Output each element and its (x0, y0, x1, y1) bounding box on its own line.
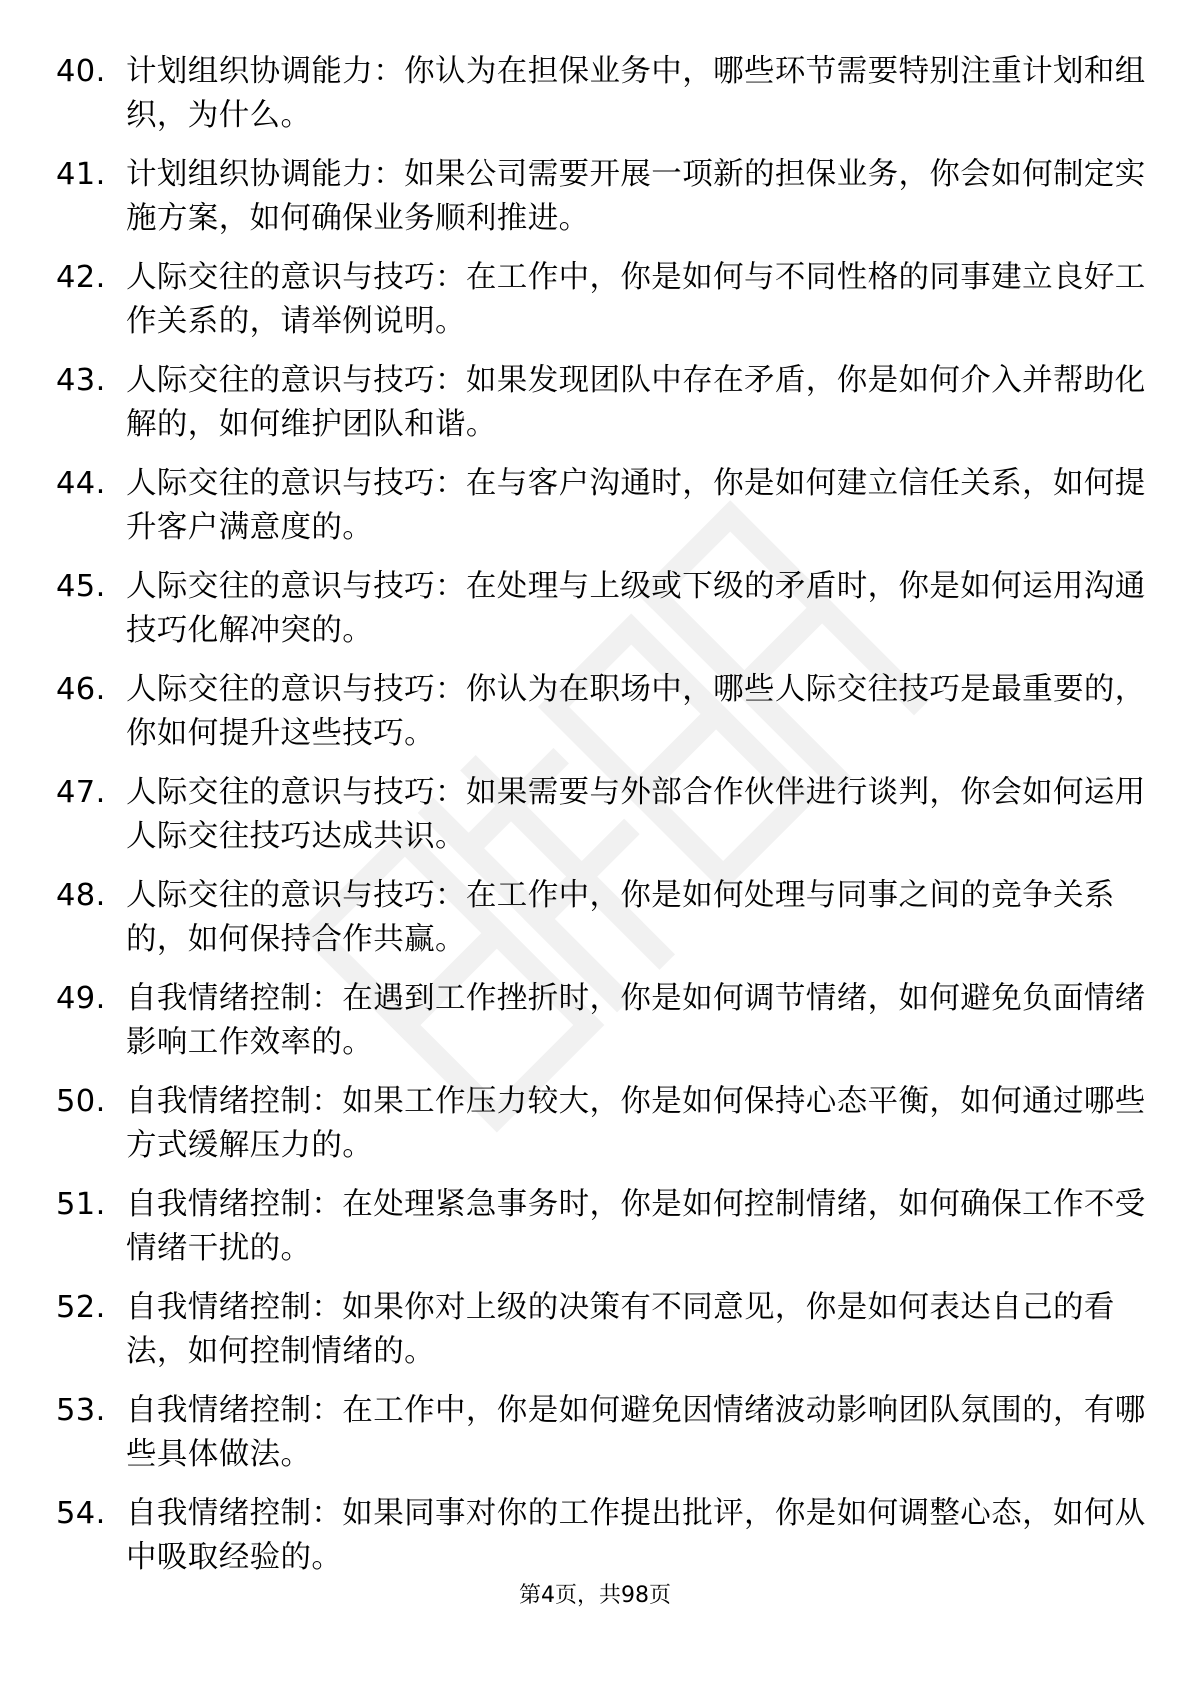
question-number: 47. (56, 775, 106, 810)
question-text: 自我情绪控制：如果你对上级的决策有不同意见，你是如何表达自己的看法，如何控制情绪的。 (126, 1290, 1115, 1369)
question-item (56, 1286, 1116, 1389)
question-number: 48. (56, 878, 106, 913)
question-text: 人际交往的意识与技巧：在工作中，你是如何处理与同事之间的竞争关系的，如何保持合作共赢。 (126, 878, 1115, 957)
question-number: 40. (56, 54, 106, 89)
question-item (56, 1080, 1146, 1183)
question-text: 人际交往的意识与技巧：在与客户沟通时，你是如何建立信任关系，如何提升客户满意度的。 (126, 466, 1146, 545)
question-item (56, 771, 1146, 874)
question-number: 42. (56, 260, 106, 295)
question-text: 人际交往的意识与技巧：你认为在职场中，哪些人际交往技巧是最重要的，你如何提升这些技巧。 (126, 672, 1146, 751)
question-text: 自我情绪控制：如果工作压力较大，你是如何保持心态平衡，如何通过哪些方式缓解压力的。 (126, 1084, 1146, 1163)
question-item (56, 874, 1116, 977)
question-text: 计划组织协调能力：你认为在担保业务中，哪些环节需要特别注重计划和组织，为什么。 (126, 54, 1146, 133)
question-item (56, 256, 1146, 359)
question-number: 54. (56, 1496, 106, 1531)
question-text: 自我情绪控制：在工作中，你是如何避免因情绪波动影响团队氛围的，有哪些具体做法。 (126, 1393, 1146, 1472)
question-number: 46. (56, 672, 106, 707)
question-text: 人际交往的意识与技巧：如果发现团队中存在矛盾，你是如何介入并帮助化解的，如何维护团队和谐。 (126, 363, 1146, 442)
question-number: 41. (56, 157, 106, 192)
question-text: 自我情绪控制：在处理紧急事务时，你是如何控制情绪，如何确保工作不受情绪干扰的。 (126, 1187, 1146, 1266)
question-number: 53. (56, 1393, 106, 1428)
question-item (56, 1389, 1146, 1492)
question-item (56, 1492, 1146, 1595)
question-text: 人际交往的意识与技巧：如果需要与外部合作伙伴进行谈判，你会如何运用人际交往技巧达成共识。 (126, 775, 1146, 854)
question-number: 51. (56, 1187, 106, 1222)
question-item (56, 565, 1146, 668)
question-text: 自我情绪控制：如果同事对你的工作提出批评，你是如何调整心态，如何从中吸取经验的。 (126, 1496, 1146, 1575)
question-item (56, 153, 1146, 256)
question-number: 44. (56, 466, 106, 501)
question-item (56, 668, 1146, 771)
question-number: 50. (56, 1084, 106, 1119)
question-number: 49. (56, 981, 106, 1016)
question-text: 自我情绪控制：在遇到工作挫折时，你是如何调节情绪，如何避免负面情绪影响工作效率的。 (126, 981, 1146, 1060)
question-number: 52. (56, 1290, 106, 1325)
question-text: 计划组织协调能力：如果公司需要开展一项新的担保业务，你会如何制定实施方案，如何确保业务顺利推进。 (126, 157, 1146, 236)
question-number: 45. (56, 569, 106, 604)
question-text: 人际交往的意识与技巧：在处理与上级或下级的矛盾时，你是如何运用沟通技巧化解冲突的。 (126, 569, 1146, 648)
page-footer: 第4页，共98页 (519, 1583, 671, 1608)
question-item (56, 50, 1146, 153)
question-item (56, 462, 1146, 565)
question-item (56, 1183, 1146, 1286)
question-item (56, 977, 1146, 1080)
question-text: 人际交往的意识与技巧：在工作中，你是如何与不同性格的同事建立良好工作关系的，请举例说明。 (126, 260, 1146, 339)
question-number: 43. (56, 363, 106, 398)
question-list (56, 50, 1146, 1595)
question-item (56, 359, 1146, 462)
